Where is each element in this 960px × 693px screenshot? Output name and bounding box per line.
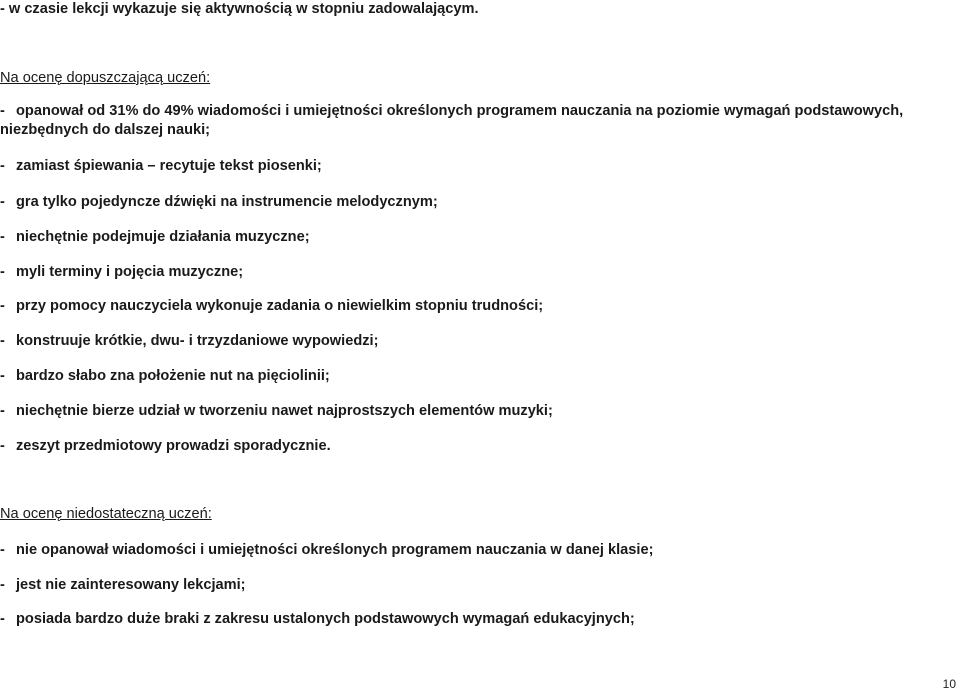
heading-niedostateczna: Na ocenę niedostateczną uczeń: bbox=[0, 506, 212, 522]
list-item bbox=[0, 332, 378, 350]
bullet-dash: - bbox=[0, 194, 5, 210]
list-item bbox=[0, 367, 330, 385]
list-item-text: nie opanował wiadomości i umiejętności określonych programem nauczania w danej klasie; bbox=[16, 542, 654, 558]
bullet-dash: - bbox=[0, 298, 5, 314]
list-item bbox=[0, 297, 543, 315]
list-item-text: niechętnie podejmuje działania muzyczne; bbox=[16, 229, 310, 245]
list-item-text: bardzo słabo zna położenie nut na pięciolinii; bbox=[16, 368, 330, 384]
list-item-text: konstruuje krótkie, dwu- i trzyzdaniowe wypowiedzi; bbox=[16, 333, 379, 349]
list-item-text: zamiast śpiewania – recytuje tekst piosenki; bbox=[16, 158, 322, 174]
list-item-text: posiada bardzo duże braki z zakresu ustalonych podstawowych wymagań edukacyjnych; bbox=[16, 611, 635, 627]
list-item bbox=[0, 437, 331, 455]
bullet-dash: - bbox=[0, 103, 5, 119]
list-item-text: niechętnie bierze udział w tworzeniu nawet najprostszych elementów muzyki; bbox=[16, 403, 553, 419]
list-item bbox=[0, 157, 322, 175]
list-item-text: zeszyt przedmiotowy prowadzi sporadycznie. bbox=[16, 438, 331, 454]
bullet-dash: - bbox=[0, 577, 5, 593]
heading-dopuszczajaca: Na ocenę dopuszczającą uczeń: bbox=[0, 70, 211, 86]
bullet-dash: - bbox=[0, 264, 5, 280]
list-item-text: jest nie zainteresowany lekcjami; bbox=[16, 577, 246, 593]
bullet-dash: - bbox=[0, 542, 5, 558]
bullet-dash: - bbox=[0, 229, 5, 245]
page-number: 10 bbox=[942, 677, 956, 691]
list-item bbox=[0, 228, 310, 246]
bullet-dash: - bbox=[0, 611, 5, 627]
list-item bbox=[0, 610, 635, 628]
list-item bbox=[0, 576, 246, 594]
bullet-dash: - bbox=[0, 158, 5, 174]
bullet-dash: - bbox=[0, 403, 5, 419]
list-item-text: myli terminy i pojęcia muzyczne; bbox=[16, 264, 244, 280]
bullet-dash: - bbox=[0, 333, 5, 349]
list-item bbox=[0, 402, 553, 420]
list-item-text: przy pomocy nauczyciela wykonuje zadania o niewielkim stopniu trudności; bbox=[16, 298, 544, 314]
list-item-text: gra tylko pojedyncze dźwięki na instrumencie melodycznym; bbox=[16, 194, 438, 210]
intro-line: - w czasie lekcji wykazuje się aktywnością w stopniu zadowalającym. bbox=[0, 1, 479, 17]
list-item bbox=[0, 193, 438, 211]
bullet-dash: - bbox=[0, 438, 5, 454]
list-item bbox=[0, 541, 653, 559]
list-item-text: opanował od 31% do 49% wiadomości i umiejętności określonych programem nauczania na poziomie wymagań podstawowych, niezbędnych do dalszej nauki; bbox=[0, 103, 904, 138]
bullet-dash: - bbox=[0, 368, 5, 384]
list-item bbox=[0, 102, 958, 140]
list-item bbox=[0, 263, 243, 281]
